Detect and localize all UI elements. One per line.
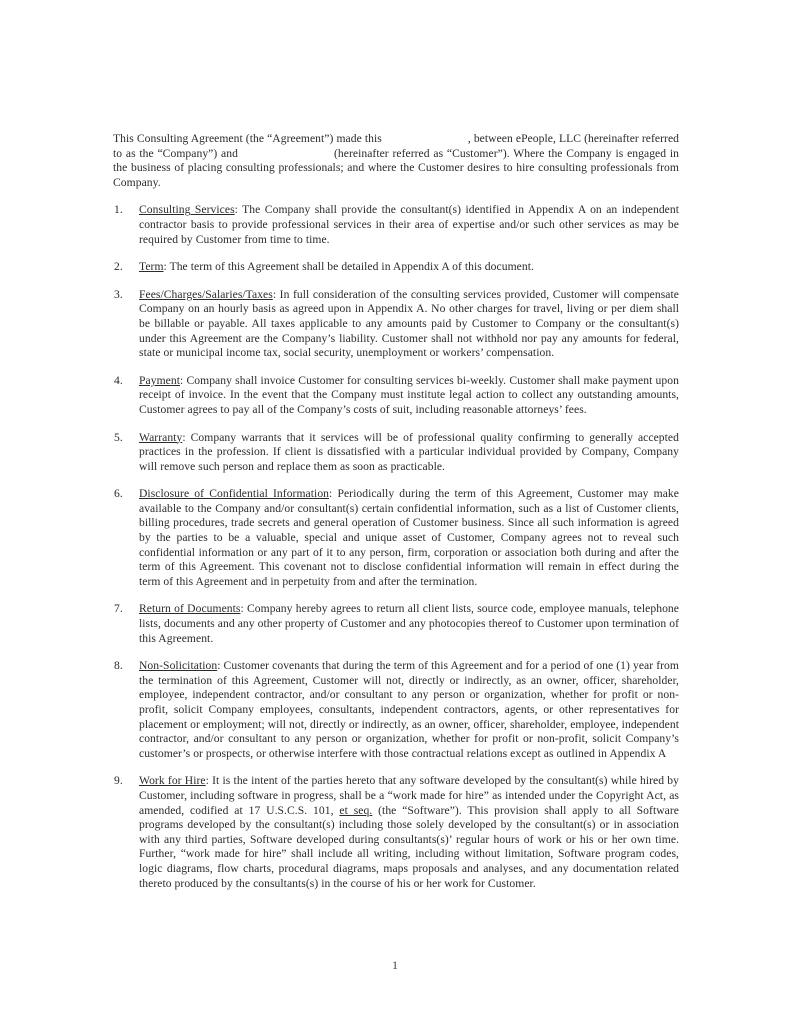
intro-paragraph bbox=[113, 132, 679, 190]
clause-heading: Non-Solicitation bbox=[139, 659, 218, 673]
clause-item-warranty bbox=[113, 431, 679, 475]
clause-number: 5. bbox=[114, 430, 123, 444]
clause-separator: : bbox=[272, 287, 280, 301]
clause-number: 9. bbox=[114, 774, 123, 788]
clause-text: Company hereby agrees to return all client lists, source code, employee manuals, telephone lists, documents and any other property of Customer and any photocopies thereof to Customer upon termination of this Agreement. bbox=[139, 602, 679, 645]
clause-item-fees-charges-salaries-taxes bbox=[113, 288, 679, 361]
clause-heading: Payment bbox=[139, 373, 180, 387]
clause-item-consulting-services bbox=[113, 203, 679, 247]
intro-text-part-1: This Consulting Agreement (the “Agreement”) made this bbox=[113, 132, 382, 145]
clause-separator: : bbox=[179, 373, 187, 387]
clause-separator: : bbox=[182, 430, 191, 444]
clause-text: The term of this Agreement shall be detailed in Appendix A of this document. bbox=[169, 260, 534, 274]
document-body bbox=[113, 132, 679, 891]
clause-text: Company warrants that it services will be of professional quality confirming to generally accepted practices in the profession. If client is dissatisfied with a particular individual provided by Company, Company will remove such person and replace them as soon as practicable. bbox=[139, 430, 679, 473]
clause-number: 3. bbox=[114, 287, 123, 301]
clause-heading: Work for Hire bbox=[139, 774, 206, 788]
clause-number: 6. bbox=[114, 487, 123, 501]
clause-item-return-of-documents bbox=[113, 602, 679, 646]
clause-separator: : bbox=[329, 487, 338, 501]
clause-number: 7. bbox=[114, 602, 123, 616]
clause-text: Company shall invoice Customer for consulting services bi-weekly. Customer shall make payment upon receipt of invoice. In the event that the Company must institute legal action to collect any outstanding amounts, Customer agrees to pay all of the Company’s costs of suit, including reasonable attorneys’ fees. bbox=[139, 373, 679, 416]
clause-heading: Warranty bbox=[139, 430, 183, 444]
clause-text: The Company shall provide the consultant(s) identified in Appendix A on an independent contractor basis to provide professional services in their area of expertise and/or such other services as may be required by Customer from time to time. bbox=[139, 203, 680, 246]
clause-item-non-solicitation bbox=[113, 659, 679, 761]
legal-citation: et seq. bbox=[339, 803, 373, 817]
clause-text: Periodically during the term of this Agreement, Customer may make available to the Company and/or consultant(s) certain confidential information, such as a list of Customer clients, billing procedures, trade secrets and general operation of Customer business. Since all such information is agreed by the parties to be a valuable, special and unique asset of Customer, Company agrees not to reveal such confidential information or any part of it to any person, firm, corporation or association both during and after the term of this Agreement. This covenant not to disclose confidential information will remain in effect during the term of this Agreement and in perpetuity from and after the termination. bbox=[139, 487, 679, 588]
clause-number: 4. bbox=[114, 373, 123, 387]
clause-heading: Disclosure of Confidential Information bbox=[139, 487, 330, 501]
clause-heading: Return of Documents bbox=[139, 602, 241, 616]
clause-heading: Fees/Charges/Salaries/Taxes bbox=[139, 287, 273, 301]
clause-separator: : bbox=[163, 260, 170, 274]
clause-separator: : bbox=[234, 203, 243, 217]
intro-text-part-2: , between ePeople, LLC (hereinafter referred to as the “Company”) and bbox=[113, 132, 680, 160]
clause-separator: : bbox=[240, 602, 248, 616]
clause-item-work-for-hire bbox=[113, 774, 679, 891]
clause-text: Customer covenants that during the term of this Agreement and for a period of one (1) year from the termination of this Agreement, Customer will not, directly or indirectly, as an owner, officer, shareholder, employee, independent contractor, and/or consultant to any person or organization, whether for profit or non-profit, solicit Company employees, consultants, independent contractors, agents, or other representatives for placement or employment; will not, directly or indirectly, as an owner, officer, shareholder, employee, independent contractor, and/or consultant to any person or organization, whether for profit or non-profit, solicit Company’s customer’s or prospects, or otherwise interfere with those contractual relations except as outlined in Appendix A bbox=[139, 659, 679, 760]
page-number: 1 bbox=[392, 959, 398, 972]
clause-text-before-citation: It is the intent of the parties hereto that any software developed by the consultant(s) while hired by Customer, including software in progress, shall be a “work made for hire” as intended under the Copyright Act, as amended, codified at 17 U.S.C.S. 101, bbox=[139, 774, 679, 817]
clause-separator: : bbox=[217, 659, 224, 673]
clause-number: 1. bbox=[114, 203, 123, 217]
clause-number: 8. bbox=[114, 659, 123, 673]
clause-item-payment bbox=[113, 374, 679, 418]
clause-item-disclosure-of-confidential-information bbox=[113, 487, 679, 589]
clause-number: 2. bbox=[114, 260, 123, 274]
clause-separator: : bbox=[205, 774, 213, 788]
clause-item-term bbox=[113, 260, 679, 275]
clause-text-after-citation: (the “Software”). This provision shall apply to all Software programs developed by the consultant(s) including those solely developed by the consultant(s) or in association with any third parties, Software developed during consultants(s)’ regular hours of work or his or her own time. Further, “work made for hire” shall include all writing, including without limitation, Software program codes, logic diagrams, flow charts, procedural diagrams, maps proposals and analyses, and any documentation related thereto produced by the consultants(s) in the course of his or her work for Customer. bbox=[139, 803, 679, 890]
clause-heading: Term bbox=[139, 260, 164, 274]
clause-heading: Consulting Services bbox=[139, 203, 235, 217]
clause-list bbox=[113, 203, 679, 891]
clause-text: In full consideration of the consulting services provided, Customer will compensate Company on an hourly basis as agreed upon in Appendix A. No other charges for travel, living or per diem shall be billable or payable. All taxes applicable to any amounts paid by Customer to Company or the consultant(s) under this Agreement are the Company’s liability. Customer shall not withhold nor pay any amounts for federal, state or municipal income tax, social security, unemployment or workers’ compensation. bbox=[139, 287, 679, 360]
intro-text-part-3: (hereinafter referred as “Customer”). Where the Company is engaged in the business of placing consulting professionals; and where the Customer desires to hire consulting professionals from Company. bbox=[113, 146, 679, 189]
